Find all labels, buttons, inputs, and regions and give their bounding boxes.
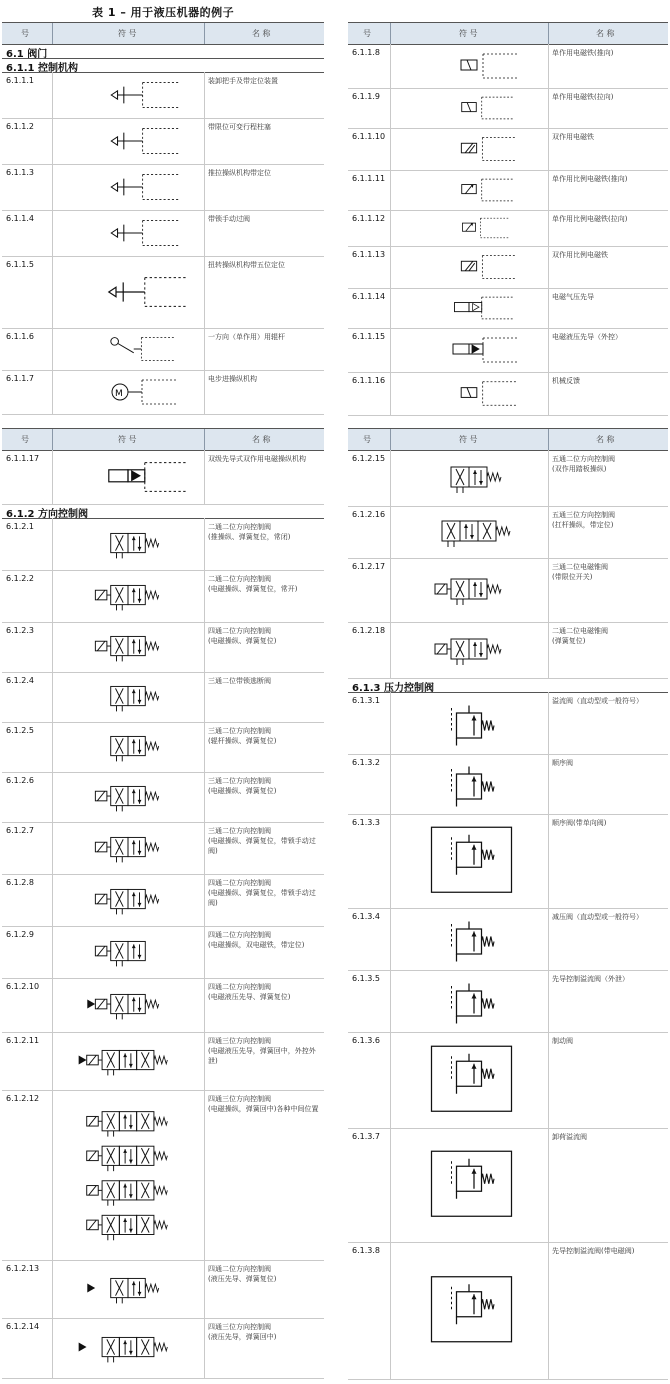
item-number: 6.1.2.2 [6,574,34,583]
hydraulic-symbol [394,558,544,622]
symbol-diagram [394,210,544,246]
item-number: 6.1.1.7 [6,374,34,383]
table-row [2,822,324,875]
item-number: 6.1.2.17 [352,562,386,571]
symbol-diagram [56,978,200,1032]
table-row [348,970,668,1033]
item-number: 6.1.1.4 [6,214,34,223]
header-symbol: 符 号 [118,29,137,38]
item-name: 二通二位方向控制阀 (电磁操纵、弹簧复位，常开) [208,575,298,593]
symbol-diagram [56,210,200,256]
item-name: 四通二位方向控制阀 (电磁操纵、弹簧复位，带锁手动过阀) [208,879,316,907]
table-row [2,926,324,979]
item-name: 先导控制溢流阀(带电磁阀) [552,1247,635,1255]
table-row [2,256,324,329]
hydraulic-symbol [56,570,200,622]
hydraulic-symbol [394,328,544,372]
hydraulic-symbol [56,256,200,328]
symbol-diagram [394,88,544,128]
symbol-diagram [56,874,200,926]
item-number: 6.1.3.5 [352,974,380,983]
item-name: 扭转操纵机构带五位定位 [208,261,285,269]
item-number: 6.1.2.4 [6,676,34,685]
item-name: 单作用比例电磁铁(推向) [552,175,628,183]
symbol-diagram [394,506,544,558]
hydraulic-symbol [56,1090,200,1260]
item-name: 三通二位电磁锥阀 (带限位开关) [552,563,608,581]
hydraulic-symbol [56,1260,200,1318]
symbol-diagram [56,1318,200,1378]
item-name: 四通三位方向控制阀 (电磁液压先导，弹簧回中，外控外泄) [208,1037,316,1065]
svg-text:M: M [115,389,123,399]
section-heading [2,504,324,519]
symbol-diagram [56,328,200,370]
hydraulic-symbol [56,722,200,772]
table-row [2,1260,324,1319]
hydraulic-symbol [56,210,200,256]
hydraulic-symbol [394,450,544,506]
item-number: 6.1.1.6 [6,332,34,341]
hydraulic-symbol [394,44,544,88]
table-row [2,622,324,673]
item-name: 五通二位方向控制阀 (双作用踏板操纵) [552,455,615,473]
item-number: 6.1.2.3 [6,626,34,635]
symbol-diagram [394,44,544,88]
item-number: 6.1.3.8 [352,1246,380,1255]
hydraulic-symbol [394,246,544,288]
hydraulic-symbol [56,1032,200,1090]
item-number: 6.1.1.8 [352,48,380,57]
item-name: 双作用比例电磁铁 [552,251,608,259]
table-row [348,558,668,623]
symbol-diagram [56,772,200,822]
symbol-diagram [394,622,544,678]
symbol-diagram [56,370,200,414]
item-name: 四通三位方向控制阀 (液压先导，弹簧回中) [208,1323,277,1341]
item-name: 电步进操纵机构 [208,375,257,383]
item-name: 双作用电磁铁 [552,133,594,141]
hydraulic-symbol [394,814,544,908]
item-name: 四通二位方向控制阀 (液压先导、弹簧复位) [208,1265,277,1283]
symbol-diagram [394,558,544,622]
symbol-diagram [394,1242,544,1379]
hydraulic-symbol [56,164,200,210]
item-name: 先导控制溢流阀（外泄） [552,975,629,983]
table-row [2,72,324,119]
symbol-diagram [394,970,544,1032]
table-row [2,722,324,773]
header-symbol: 符 号 [459,29,478,38]
section-heading [2,44,324,59]
hydraulic-symbol [394,754,544,814]
symbol-diagram [56,926,200,978]
symbol-diagram [56,256,200,328]
item-number: 6.1.2.18 [352,626,386,635]
hydraulic-symbol [394,170,544,210]
header-num: 号 [21,29,29,38]
table-header [348,428,668,451]
table-row [2,1090,324,1261]
table-row [348,814,668,909]
symbol-diagram [56,1032,200,1090]
table-row [348,328,668,373]
item-name: 三通二位方向控制阀 (辊杆操纵、弹簧复位) [208,727,277,745]
table-row [348,372,668,416]
item-name: 电磁气压先导 [552,293,594,301]
header-name: 名 称 [252,29,271,38]
item-number: 6.1.2.13 [6,1264,40,1273]
hydraulic-symbol [56,370,200,414]
hydraulic-symbol [394,692,544,754]
table-row [348,506,668,559]
hydraulic-symbol [394,88,544,128]
symbol-diagram [394,328,544,372]
hydraulic-symbol [394,288,544,328]
hydraulic-symbol [56,822,200,874]
item-name: 机械反馈 [552,377,580,385]
item-name: 装卸把手及带定位装置 [208,77,278,85]
item-name: 溢流阀（直动型或一般符号） [552,697,643,705]
hydraulic-symbol [56,328,200,370]
table-pressure-valves [348,428,668,1380]
hydraulic-symbol [56,978,200,1032]
hydraulic-symbol [56,450,200,504]
header-name: 名 称 [596,29,615,38]
item-name: 二通二位电磁锥阀 (弹簧复位) [552,627,608,645]
item-name: 单作用电磁铁(推向) [552,49,614,57]
item-number: 6.1.1.10 [352,132,386,141]
table-control-mechanisms-b [348,22,668,415]
item-name: 三通二位带锁逃断阀 [208,677,271,685]
header-name: 名 称 [596,435,615,444]
item-name: 三通二位方向控制阀 (电磁操纵、弹簧复位) [208,777,277,795]
symbol-diagram [394,372,544,415]
table-row [2,874,324,927]
symbol-diagram [56,1260,200,1318]
item-name: 顺序阀(带单向阀) [552,819,607,827]
header-num: 号 [363,435,371,444]
table-row [348,210,668,247]
item-number: 6.1.3.6 [352,1036,380,1045]
hydraulic-symbol [56,518,200,570]
table-row [2,370,324,415]
item-name: 三通二位方向控制阀 (电磁操纵、弹簧复位，带锁手动过阀) [208,827,316,855]
symbol-diagram [394,692,544,754]
hydraulic-symbol [394,908,544,970]
hydraulic-symbol [394,1128,544,1242]
table-row [2,518,324,571]
hydraulic-symbol [394,622,544,678]
symbol-diagram [56,164,200,210]
table-header [2,22,324,45]
table-row [2,328,324,371]
section-title: 6.1.1 控制机构 [6,63,78,74]
item-number: 6.1.1.11 [352,174,386,183]
symbol-diagram [56,722,200,772]
hydraulic-symbol [394,210,544,246]
table-row [348,44,668,89]
item-number: 6.1.2.1 [6,522,34,531]
hydraulic-symbol [56,622,200,672]
table-header [2,428,324,451]
item-name: 单作用比例电磁铁(拉向) [552,215,628,223]
hydraulic-symbol [394,128,544,170]
table-row [2,570,324,623]
item-number: 6.1.1.1 [6,76,34,85]
symbol-diagram [56,570,200,622]
symbol-diagram [394,450,544,506]
section-title: 6.1 阀门 [6,49,48,60]
hydraulic-symbol [394,372,544,415]
item-number: 6.1.2.6 [6,776,34,785]
table-row [348,288,668,329]
hydraulic-symbol [394,1242,544,1379]
item-number: 6.1.1.16 [352,376,386,385]
table-directional-valves [2,428,324,1380]
item-number: 6.1.2.12 [6,1094,40,1103]
table-control-mechanisms-a [2,22,324,415]
header-num: 号 [363,29,371,38]
item-name: 卸荷溢流阀 [552,1133,587,1141]
hydraulic-symbol [56,72,200,118]
item-number: 6.1.1.12 [352,214,386,223]
table-row [348,1128,668,1243]
item-number: 6.1.3.3 [352,818,380,827]
table-row [348,622,668,679]
item-number: 6.1.2.16 [352,510,386,519]
table-row [348,754,668,815]
item-number: 6.1.2.9 [6,930,34,939]
item-name: 四通二位方向控制阀 (电磁液压先导、弹簧复位) [208,983,291,1001]
hydraulic-symbol [394,970,544,1032]
item-name: 顺序阀 [552,759,573,767]
item-number: 6.1.3.7 [352,1132,380,1141]
table-header [348,22,668,45]
section-title: 6.1.2 方向控制阀 [6,509,88,520]
symbol-diagram [394,246,544,288]
item-number: 6.1.3.4 [352,912,380,921]
item-name: 电磁液压先导（外控） [552,333,622,341]
header-symbol: 符 号 [118,435,137,444]
table-row [2,1318,324,1379]
symbol-diagram [56,822,200,874]
hydraulic-symbol [56,672,200,722]
item-number: 6.1.1.9 [352,92,380,101]
item-number: 6.1.2.8 [6,878,34,887]
symbol-diagram [394,908,544,970]
symbol-diagram [394,128,544,170]
symbol-diagram [394,814,544,908]
symbol-diagram [394,1032,544,1128]
table-row [2,164,324,211]
table-row [348,450,668,507]
hydraulic-symbol [394,1032,544,1128]
table-row [348,1032,668,1129]
hydraulic-symbol [56,874,200,926]
table-row [348,246,668,289]
item-number: 6.1.3.2 [352,758,380,767]
hydraulic-symbol [56,1318,200,1378]
item-number: 6.1.2.5 [6,726,34,735]
symbol-diagram [394,288,544,328]
item-number: 6.1.2.14 [6,1322,40,1331]
item-name: 减压阀（直动型或一般符号） [552,913,643,921]
table-row [348,88,668,129]
item-number: 6.1.1.13 [352,250,386,259]
item-name: 四通三位方向控制阀 (电磁操纵，弹簧回中)各种中间位置 [208,1095,319,1113]
section-heading [2,58,324,73]
item-number: 6.1.1.15 [352,332,386,341]
section-heading [348,678,668,693]
table-row [2,1032,324,1091]
item-name: 带限位可变行程柱塞 [208,123,271,131]
symbol-diagram [56,672,200,722]
item-name: 二通二位方向控制阀 (推操纵、弹簧复位，常闭) [208,523,291,541]
table-row [348,170,668,211]
table-row [2,978,324,1033]
page-title: 表 1 – 用于液压机器的例子 [92,6,235,19]
item-number: 6.1.3.1 [352,696,380,705]
item-number: 6.1.2.10 [6,982,40,991]
hydraulic-symbol [56,772,200,822]
section-title: 6.1.3 压力控制阀 [352,683,434,694]
table-row [348,128,668,171]
table-row [348,1242,668,1380]
symbol-diagram [56,118,200,164]
item-name: 推拉操纵机构带定位 [208,169,271,177]
table-row [2,672,324,723]
table-row [2,118,324,165]
symbol-diagram [56,450,200,504]
symbol-diagram [394,754,544,814]
table-row [348,908,668,971]
item-name: 双级先导式双作用电磁操纵机构 [208,455,306,463]
header-name: 名 称 [252,435,271,444]
symbol-diagram [394,170,544,210]
symbol-diagram [56,1090,200,1260]
header-num: 号 [21,435,29,444]
item-number: 6.1.2.11 [6,1036,40,1045]
header-symbol: 符 号 [459,435,478,444]
hydraulic-symbol [394,506,544,558]
table-row [2,450,324,505]
symbol-diagram [56,622,200,672]
item-name: 单作用电磁铁(拉向) [552,93,614,101]
item-number: 6.1.1.14 [352,292,386,301]
item-name: 一方向（单作用）用辊杆 [208,333,285,341]
hydraulic-symbol [56,118,200,164]
symbol-diagram [56,72,200,118]
table-row [2,772,324,823]
item-name: 制动阀 [552,1037,573,1045]
symbol-diagram [394,1128,544,1242]
item-number: 6.1.1.2 [6,122,34,131]
item-number: 6.1.1.17 [6,454,40,463]
symbol-diagram [56,518,200,570]
hydraulic-symbol [56,926,200,978]
item-name: 带锁手动过阀 [208,215,250,223]
table-row [2,210,324,257]
item-name: 四通二位方向控制阀 (电磁操纵、弹簧复位) [208,627,277,645]
item-name: 四通二位方向控制阀 (电磁操纵，双电磁铁，带定位) [208,931,305,949]
item-name: 五通三位方向控制阀 (扛杆操纵，带定位) [552,511,615,529]
item-number: 6.1.2.7 [6,826,34,835]
item-number: 6.1.2.15 [352,454,386,463]
item-number: 6.1.1.3 [6,168,34,177]
item-number: 6.1.1.5 [6,260,34,269]
table-row [348,692,668,755]
